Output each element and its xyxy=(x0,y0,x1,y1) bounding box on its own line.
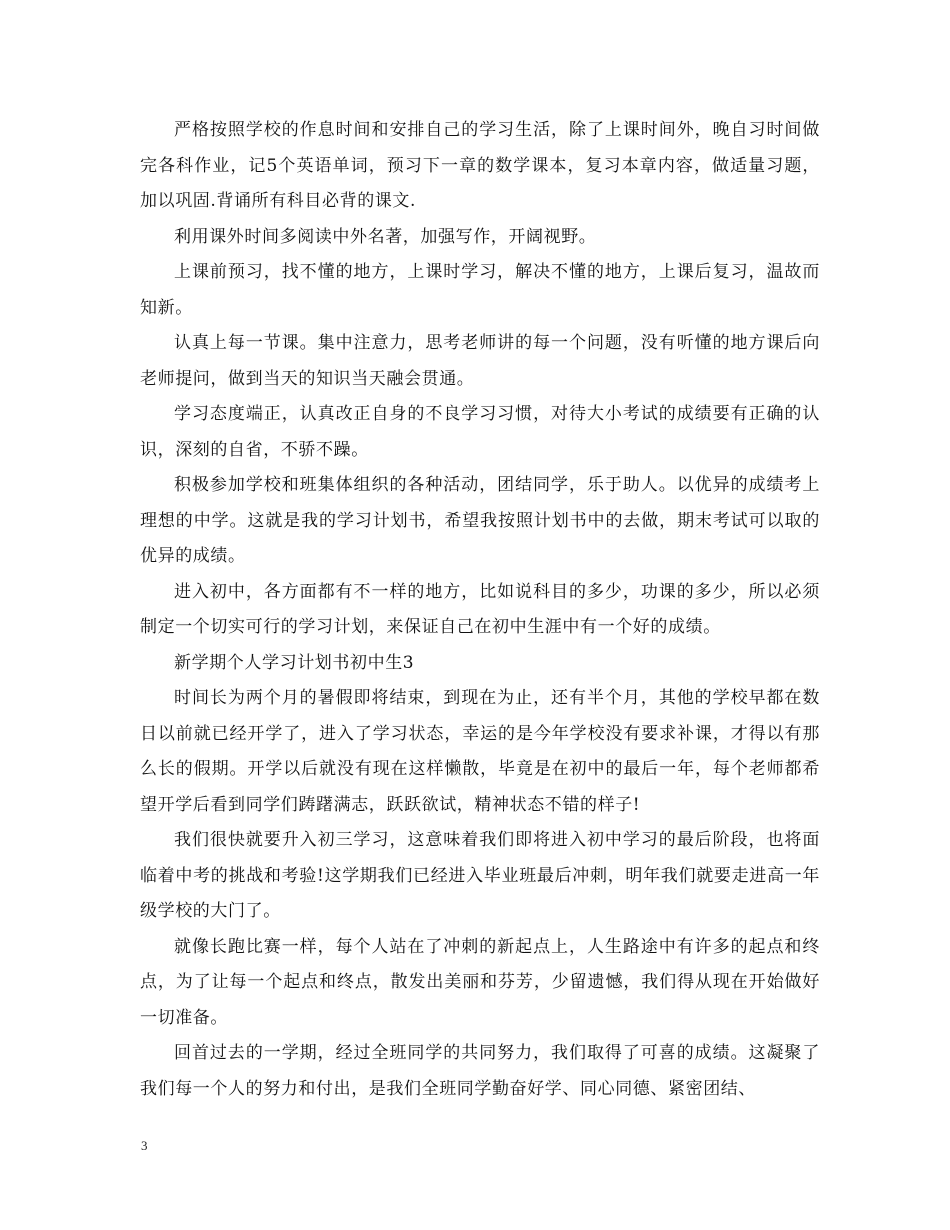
paragraph: 就像长跑比赛一样，每个人站在了冲刺的新起点上，人生路途中有许多的起点和终点，为了让每一个起点和终点，散发出美丽和芬芳，少留遗憾，我们得从现在开始做好一切准备。 xyxy=(140,936,820,1028)
paragraph: 严格按照学校的作息时间和安排自己的学习生活，除了上课时间外，晚自习时间做完各科作业，记5个英语单词，预习下一章的数学课本，复习本章内容，做适量习题，加以巩固.背诵所有科目必背的课文. xyxy=(140,120,820,211)
document-body xyxy=(140,113,820,1107)
page-number: 3 xyxy=(141,1138,148,1153)
paragraph: 进入初中，各方面都有不一样的地方，比如说科目的多少，功课的多少，所以必须制定一个切实可行的学习计划，来保证自己在初中生涯中有一个好的成绩。 xyxy=(140,581,820,637)
paragraph: 认真上每一节课。集中注意力，思考老师讲的每一个问题，没有听懂的地方课后向老师提问，做到当天的知识当天融会贯通。 xyxy=(140,333,820,389)
paragraph: 回首过去的一学期，经过全班同学的共同努力，我们取得了可喜的成绩。这凝聚了我们每一个人的努力和付出，是我们全班同学勤奋好学、同心同德、紧密团结、 xyxy=(140,1043,820,1099)
paragraph: 利用课外时间多阅读中外名著，加强写作，开阔视野。 xyxy=(174,226,597,247)
paragraph: 学习态度端正，认真改正自身的不良学习习惯，对待大小考试的成绩要有正确的认识，深刻的自省，不骄不躁。 xyxy=(140,404,820,460)
paragraph: 我们很快就要升入初三学习，这意味着我们即将进入初中学习的最后阶段，也将面临着中考的挑战和考验!这学期我们已经进入毕业班最后冲刺，明年我们就要走进高一年级学校的大门了。 xyxy=(140,830,820,921)
paragraph: 积极参加学校和班集体组织的各种活动，团结同学，乐于助人。以优异的成绩考上理想的中学。这就是我的学习计划书，希望我按照计划书中的去做，期末考试可以取的优异的成绩。 xyxy=(140,475,820,566)
paragraph: 时间长为两个月的暑假即将结束，到现在为止，还有半个月，其他的学校早都在数日以前就已经开学了，进入了学习状态，幸运的是今年学校没有要求补课，才得以有那么长的假期。开学以后就没有现在这样懒散，毕竟是在初中的最后一年，每个老师都希望开学后看到同学们踌躇满志，跃跃欲试，精神状态不错的样子! xyxy=(140,688,820,815)
section-heading: 新学期个人学习计划书初中生3 xyxy=(174,652,415,673)
paragraph: 上课前预习，找不懂的地方，上课时学习，解决不懂的地方，上课后复习，温故而知新。 xyxy=(140,262,820,318)
